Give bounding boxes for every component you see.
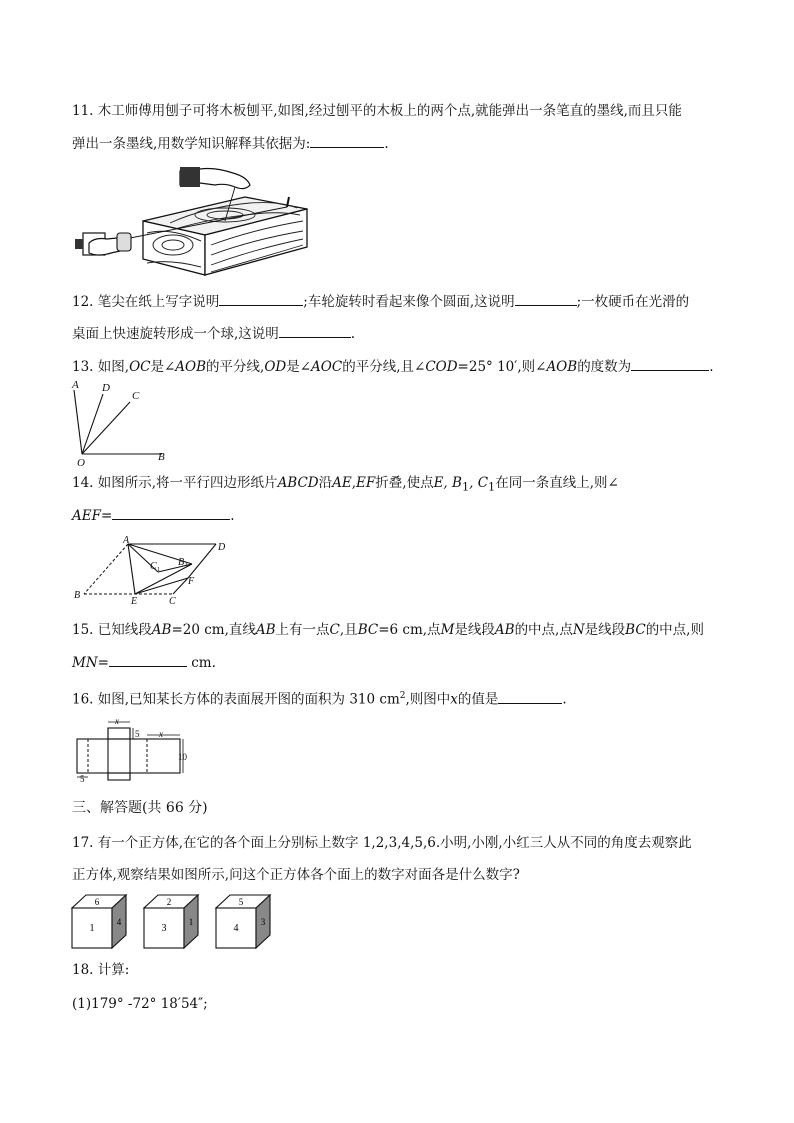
q13-text: 13. 如图,OC是∠AOB的平分线,OD是∠AOC的平分线,且∠COD=25° 10′,则∠AOB的度数为 . xyxy=(72,356,713,377)
cube-3 xyxy=(216,895,270,948)
svg-text:x: x xyxy=(159,729,163,739)
q14-parallelogram-figure xyxy=(70,536,230,606)
q14-answer-blank[interactable] xyxy=(112,505,230,520)
svg-text:B: B xyxy=(74,590,81,601)
q18-item-1: (1)179° -72° 18′54″; xyxy=(72,996,208,1012)
svg-text:3: 3 xyxy=(161,923,167,934)
svg-text:D: D xyxy=(218,542,226,553)
svg-text:1: 1 xyxy=(89,923,95,934)
q11-answer-blank[interactable] xyxy=(310,133,384,148)
svg-text:5: 5 xyxy=(238,897,244,907)
q15-line1: 15. 已知线段AB=20 cm,直线AB上有一点C,且BC=6 cm,点M是线段AB的中点,点N是线段BC的中点,则 xyxy=(72,622,704,638)
svg-text:C: C xyxy=(169,596,176,607)
svg-text:E: E xyxy=(131,596,138,607)
q13-label-a: A xyxy=(72,379,79,391)
svg-text:2: 2 xyxy=(166,897,172,907)
q15-answer-blank[interactable] xyxy=(109,652,187,667)
q17-cubes-figure xyxy=(72,893,282,951)
q11-line2: 弹出一条墨线,用数学知识解释其依据为: . xyxy=(72,133,389,154)
q14-line2: AEF= . xyxy=(72,505,235,526)
q13-label-c: C xyxy=(132,390,140,402)
svg-text:1: 1 xyxy=(188,917,194,927)
q12-line2: 桌面上快速旋转形成一个球,这说明 . xyxy=(72,323,355,344)
q11-line1: 11. 木工师傅用刨子可将木板刨平,如图,经过刨平的木板上的两个点,就能弹出一条笔直的墨线,而且只能 xyxy=(72,103,682,119)
cube-1 xyxy=(72,895,126,948)
q12-line1: 12. 笔尖在纸上写字说明 ;车轮旋转时看起来像个圆面,这说明 ;一枚硬币在光滑的 xyxy=(72,291,689,312)
q16-answer-blank[interactable] xyxy=(498,689,562,704)
q16-net-figure xyxy=(68,714,198,784)
svg-text:10: 10 xyxy=(178,752,187,762)
q11-plank-figure xyxy=(75,163,315,278)
svg-text:1: 1 xyxy=(185,563,188,569)
q15-line2: MN= cm. xyxy=(72,652,216,673)
svg-text:A: A xyxy=(123,535,130,546)
svg-text:6: 6 xyxy=(94,897,100,907)
cube-2 xyxy=(144,895,198,948)
q17-line2: 正方体,观察结果如图所示,问这个正方体各个面上的数字对面各是什么数字? xyxy=(72,867,520,883)
section-3-heading: 三、解答题(共 66 分) xyxy=(72,800,208,816)
svg-text:3: 3 xyxy=(260,917,266,927)
svg-text:F: F xyxy=(188,576,195,587)
q13-label-o: O xyxy=(77,457,85,469)
q17-line1: 17. 有一个正方体,在它的各个面上分别标上数字 1,2,3,4,5,6.小明,小刚,小红三人从不同的角度去观察此 xyxy=(72,835,692,851)
q13-angle-figure xyxy=(68,378,178,468)
q18-title: 18. 计算: xyxy=(72,962,130,978)
q12-answer-blank-3[interactable] xyxy=(279,323,351,338)
q12-answer-blank-1[interactable] xyxy=(219,291,303,306)
svg-text:B: B xyxy=(178,557,185,568)
q16-text: 16. 如图,已知某长方体的表面展开图的面积为 310 $cm^2$,则图中x的值是 . xyxy=(72,686,567,710)
q13-answer-blank[interactable] xyxy=(631,356,709,371)
svg-text:5: 5 xyxy=(80,774,85,784)
svg-text:5: 5 xyxy=(135,729,140,739)
svg-text:1: 1 xyxy=(157,567,160,573)
q14-line1: 14. 如图所示,将一平行四边形纸片ABCD沿AE,EF折叠,使点E, $B_1$, $C_1$在同一条直线上,则∠ xyxy=(72,475,619,494)
svg-text:x: x xyxy=(115,716,119,726)
svg-text:4: 4 xyxy=(233,923,239,934)
svg-text:C: C xyxy=(150,561,157,572)
q13-label-d: D xyxy=(102,382,110,394)
q13-label-b: B xyxy=(158,451,165,463)
svg-text:4: 4 xyxy=(116,917,122,927)
q12-answer-blank-2[interactable] xyxy=(515,291,577,306)
